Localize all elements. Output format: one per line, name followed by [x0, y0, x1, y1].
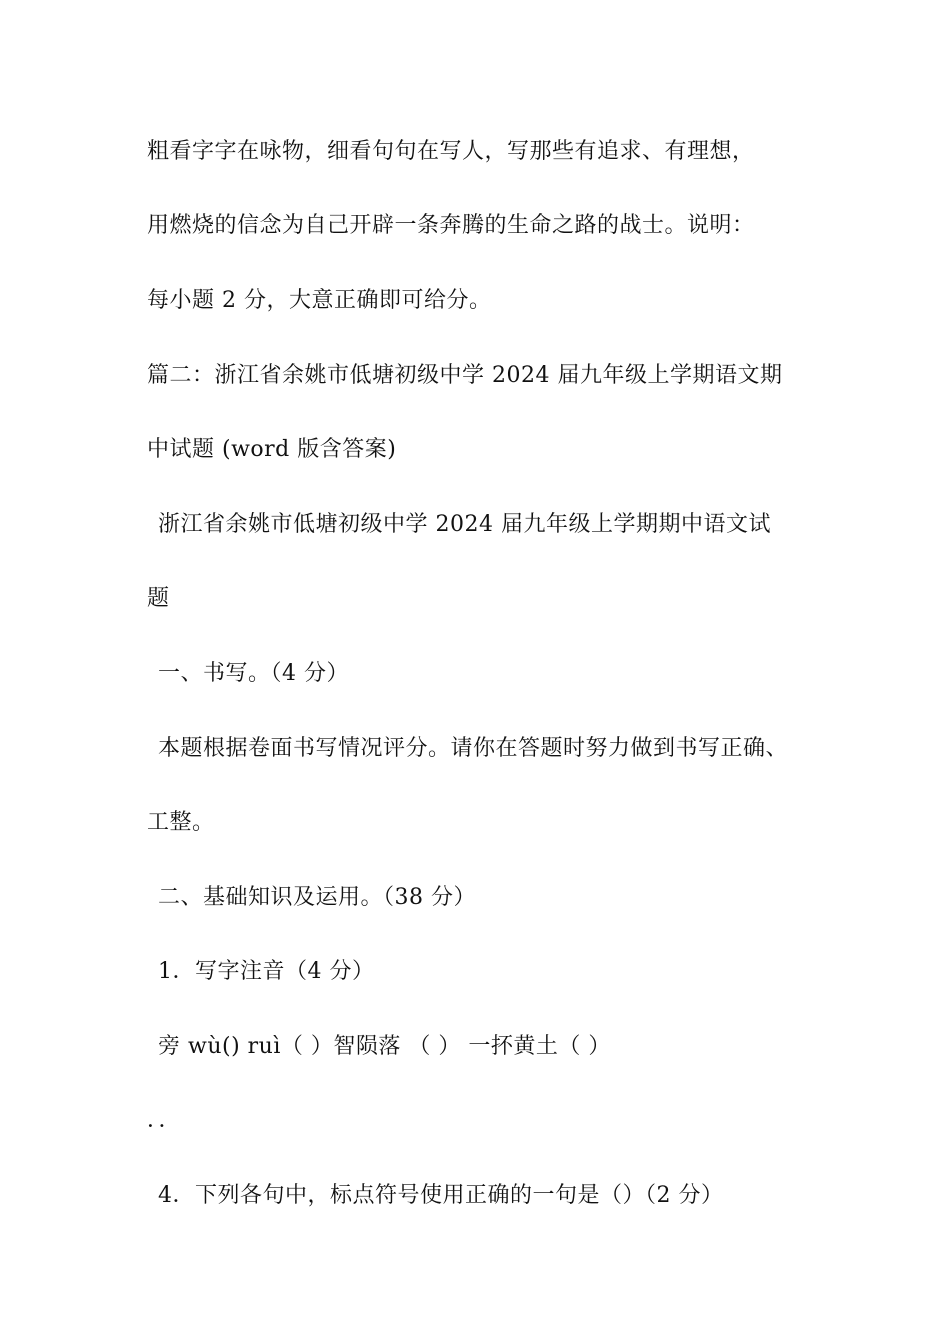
exam-title-cont: 题	[147, 586, 170, 611]
exam-title: 浙江省余姚市低塘初级中学 2024 届九年级上学期期中语文试	[158, 512, 771, 537]
section-one-heading: 一、书写。（4 分）	[158, 661, 349, 686]
emphasis-dots: ．．	[147, 1108, 182, 1133]
question-1-items: 旁 wù() ruì（ ）智陨落 （ ） 一抔黄土（ ）	[158, 1034, 611, 1059]
text-line-2: 用燃烧的信念为自己开辟一条奔腾的生命之路的战士。说明：	[147, 213, 755, 238]
question-4: 4．下列各句中，标点符号使用正确的一句是（）（2 分）	[158, 1183, 724, 1208]
text-line-1: 粗看字字在咏物，细看句句在写人，写那些有追求、有理想，	[147, 139, 755, 164]
section-one-text-cont: 工整。	[147, 810, 215, 835]
section-two-heading: 二、基础知识及运用。（38 分）	[158, 885, 476, 910]
question-1: 1．写字注音（4 分）	[158, 959, 375, 984]
text-line-3: 每小题 2 分，大意正确即可给分。	[147, 288, 492, 313]
section-one-text: 本题根据卷面书写情况评分。请你在答题时努力做到书写正确、	[158, 736, 789, 761]
section-heading-part-two-cont: 中试题 (word 版含答案)	[147, 437, 397, 462]
section-heading-part-two: 篇二：浙江省余姚市低塘初级中学 2024 届九年级上学期语文期	[147, 363, 783, 388]
